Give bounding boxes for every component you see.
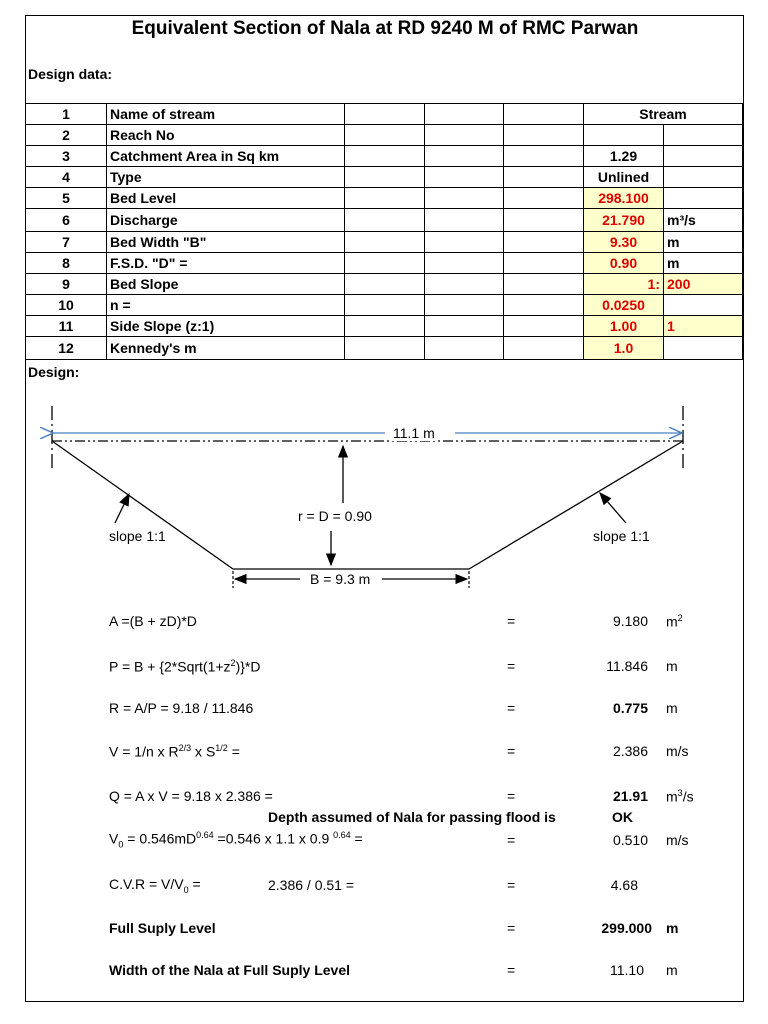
row-number-cell: 12 [26,337,107,360]
row-unit-cell [664,188,743,209]
table-row [26,188,743,209]
empty-cell [345,188,425,209]
row-number-cell: 7 [26,232,107,253]
empty-cell [504,337,584,360]
empty-cell [504,104,584,125]
fsl-unit: m [666,920,679,936]
row-number-cell: 8 [26,253,107,274]
table-row [26,167,743,188]
row-unit-cell [664,146,743,167]
empty-cell [425,125,504,146]
row-name-cell: Bed Width "B" [107,232,345,253]
empty-cell [425,188,504,209]
discharge-formula: Q = A x V = 9.18 x 2.386 = [109,788,273,804]
fsl-eq: = [507,920,516,936]
empty-cell [504,316,584,337]
bed-width-label: B = 9.3 m [310,571,371,587]
discharge-eq: = [507,788,516,804]
empty-cell [504,125,584,146]
table-row [26,274,743,295]
empty-cell [345,337,425,360]
empty-cell [345,146,425,167]
empty-cell [425,316,504,337]
empty-cell [504,274,584,295]
slope-left-pointer [115,494,129,523]
table-row [26,337,743,360]
row-name-cell: Reach No [107,125,345,146]
row-value-cell: 0.90 [584,253,664,274]
cvr-calc: 2.386 / 0.51 = [268,877,355,893]
area-unit: $m^2$ [666,613,683,630]
row-name-cell: Bed Slope [107,274,345,295]
velocity-formula: V = 1/n x $R^{2/3}$ x $S^{1/2}$ = [109,743,240,760]
table-row [26,104,743,125]
empty-cell [504,209,584,232]
row-name-cell: Name of stream [107,104,345,125]
depth-note: Depth assumed of Nala for passing flood is [268,809,556,825]
hydraulic-radius-value: 0.775 [612,700,648,716]
cvr-eq: = [507,877,516,893]
row-number-cell: 2 [26,125,107,146]
slope-left-label: slope 1:1 [109,528,166,544]
empty-cell [504,232,584,253]
width-fsl-value: 11.10 [610,962,644,978]
row-unit-cell: m [664,232,743,253]
row-name-cell: Type [107,167,345,188]
row-value-cell: 1.00 [584,316,664,337]
page-title: Equivalent Section of Nala at RD 9240 M of RMC Parwan [131,18,639,39]
velocity-value: 2.386 [612,743,648,759]
slope-right-pointer [600,493,626,523]
nala-cross-section-diagram [0,395,768,595]
row-value-cell: Unlined [584,167,664,188]
empty-cell [504,167,584,188]
empty-cell [345,209,425,232]
row-value-cell: 1.29 [584,146,664,167]
row-name-cell: n = [107,295,345,316]
critical-velocity-value: 0.510 [612,832,648,848]
table-row [26,253,743,274]
hydraulic-radius-unit: m [666,700,678,716]
empty-cell [425,274,504,295]
empty-cell [504,188,584,209]
row-name-cell: Discharge [107,209,345,232]
empty-cell [504,295,584,316]
empty-cell [425,232,504,253]
empty-cell [345,274,425,295]
row-name-cell: Bed Level [107,188,345,209]
row-number-cell: 11 [26,316,107,337]
hydraulic-radius-eq: = [507,700,516,716]
row-unit-cell [664,167,743,188]
table-row [26,316,743,337]
empty-cell [345,232,425,253]
row-value-cell: 298.100 [584,188,664,209]
slope-right-label: slope 1:1 [593,528,650,544]
row-unit-cell: 200 [664,274,743,295]
row-unit-cell: 1 [664,316,743,337]
row-number-cell: 3 [26,146,107,167]
perimeter-unit: m [666,658,678,674]
empty-cell [425,337,504,360]
empty-cell [504,146,584,167]
area-value: 9.180 [612,613,648,629]
row-value-cell [584,125,664,146]
row-value-cell: 1.0 [584,337,664,360]
row-unit-cell: m [664,253,743,274]
empty-cell [425,209,504,232]
top-width-label: 11.1 m [393,425,435,441]
table-row [26,125,743,146]
empty-cell [345,295,425,316]
area-eq: = [507,613,516,629]
row-value-cell: Stream [584,104,743,125]
row-number-cell: 4 [26,167,107,188]
row-name-cell: F.S.D. "D" = [107,253,345,274]
empty-cell [504,253,584,274]
row-name-cell: Catchment Area in Sq km [107,146,345,167]
empty-cell [345,253,425,274]
table-row [26,295,743,316]
discharge-value: 21.91 [612,788,648,804]
area-formula: A =(B + zD)*D [109,613,197,629]
empty-cell [345,316,425,337]
cvr-value: 4.68 [610,877,638,893]
row-value-cell: 21.790 [584,209,664,232]
cvr-formula: $C.V.R = V/V_0$ = [109,876,201,895]
empty-cell [345,104,425,125]
row-number-cell: 10 [26,295,107,316]
row-number-cell: 5 [26,188,107,209]
discharge-unit: $m^3/s$ [666,788,694,805]
table-row [26,232,743,253]
empty-cell [425,104,504,125]
empty-cell [425,253,504,274]
empty-cell [425,167,504,188]
fsl-value: 299.000 [601,920,652,936]
design-data-table [25,103,743,360]
depth-label: r = D = 0.90 [298,508,372,524]
row-name-cell: Side Slope (z:1) [107,316,345,337]
width-fsl-unit: m [666,962,678,978]
row-unit-cell [664,125,743,146]
channel-section [52,441,683,569]
design-label: Design: [28,364,80,380]
critical-velocity-eq: = [507,832,516,848]
row-unit-cell [664,295,743,316]
perimeter-formula: $P = B + \{2*Sqrt(1+z^2)\}*D$ [109,658,261,675]
critical-velocity-unit: m/s [666,832,689,848]
row-number-cell: 9 [26,274,107,295]
hydraulic-radius-formula: R = A/P = 9.18 / 11.846 [109,700,254,716]
depth-ok: OK [612,809,633,825]
row-number-cell: 6 [26,209,107,232]
empty-cell [425,146,504,167]
row-value-cell: 9.30 [584,232,664,253]
velocity-eq: = [507,743,516,759]
row-value-cell: 0.0250 [584,295,664,316]
design-data-label: Design data: [28,66,113,82]
table-row [26,209,743,232]
perimeter-eq: = [507,658,516,674]
width-fsl-eq: = [507,962,516,978]
perimeter-value: 11.846 [606,658,648,674]
empty-cell [345,125,425,146]
row-number-cell: 1 [26,104,107,125]
row-name-cell: Kennedy's m [107,337,345,360]
row-unit-cell [664,337,743,360]
empty-cell [425,295,504,316]
table-row [26,146,743,167]
fsl-label: Full Suply Level [109,920,216,936]
critical-velocity-formula: $V_0 = 0.546mD^{0.64} =0.546$ x 1.1 x 0.9 $^{0.64}$ = [109,830,363,850]
row-value-cell: 1: [584,274,664,295]
velocity-unit: m/s [666,743,689,759]
empty-cell [345,167,425,188]
row-unit-cell: m³/s [664,209,743,232]
width-fsl-label: Width of the Nala at Full Suply Level [109,962,351,978]
